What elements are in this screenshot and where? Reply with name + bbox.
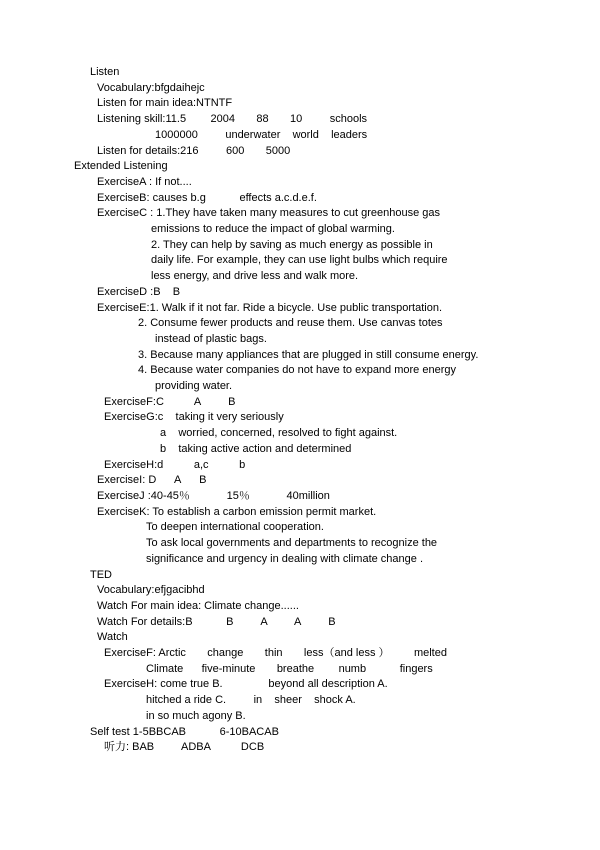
listen-details-line: Listen for details:216 600 5000 (97, 144, 291, 157)
exercise-e-item4-line: 4. Because water companies do not have to expand more energy (138, 364, 456, 377)
exercise-c-cont-line: emissions to reduce the impact of global warming. (151, 223, 395, 236)
exercise-d-line: ExerciseD :B B (97, 285, 181, 298)
exercise-e-line: ExerciseE:1. Walk if it not far. Ride a bicycle. Use public transportation. (97, 301, 443, 314)
exercise-g-item-b-line: b taking active action and determined (160, 442, 352, 455)
ted-exercise-f-line: ExerciseF: Arctic change thin less（and less ） melted (104, 647, 447, 660)
exercise-k-cont2-line: To deepen international cooperation. (146, 521, 324, 534)
ted-watch-line: Watch (97, 631, 128, 644)
exercise-e-item3-line: 3. Because many appliances that are plugged in still consume energy. (138, 348, 479, 361)
ted-details-line: Watch For details:B B A A B (97, 615, 336, 628)
exercise-h-line: ExerciseH:d a,c b (104, 458, 246, 471)
exercise-c-item2-cont-line: daily life. For example, they can use light bulbs which require (151, 254, 448, 267)
exercise-k-line: ExerciseK: To establish a carbon emission permit market. (97, 505, 377, 518)
section-extended-listening: Extended Listening (74, 160, 168, 173)
exercise-i-line: ExerciseI: D A B (97, 474, 207, 487)
ted-main-idea-line: Watch For main idea: Climate change...... (97, 599, 299, 612)
exercise-e-item4-cont-line: providing water. (155, 380, 233, 393)
exercise-g-line: ExerciseG:c taking it very seriously (104, 411, 284, 424)
exercise-c-item2-end-line: less energy, and drive less and walk more. (151, 270, 359, 283)
exercise-e-item2-cont-line: instead of plastic bags. (155, 332, 267, 345)
listening-skill-line: Listening skill:11.5 2004 88 10 schools (97, 113, 368, 126)
exercise-g-item-a-line: a worried, concerned, resolved to fight against. (160, 427, 398, 440)
listening-answers-line: 听力: BAB ADBA DCB (104, 741, 265, 754)
ted-exercise-h-cont3-line: in so much agony B. (146, 709, 246, 722)
exercise-a-line: ExerciseA : If not.... (97, 175, 192, 188)
exercise-c-line: ExerciseC : 1.They have taken many measures to cut greenhouse gas (97, 207, 441, 220)
exercise-b-line: ExerciseB: causes b.g effects a.c.d.e.f. (97, 191, 317, 204)
listening-skill-cont-line: 1000000 underwater world leaders (155, 128, 368, 141)
ted-vocabulary-line: Vocabulary:efjgacibhd (97, 584, 205, 597)
exercise-k-cont3-line: To ask local governments and departments to recognize the (146, 537, 438, 550)
self-test-line: Self test 1-5BBCAB 6-10BACAB (90, 725, 279, 738)
section-listen-header: Listen (90, 66, 120, 78)
exercise-f-line: ExerciseF:C A B (104, 395, 236, 408)
section-ted-header: TED (90, 568, 112, 581)
listen-vocabulary-line: Vocabulary:bfgdaihejc (97, 81, 205, 94)
listen-main-idea-line: Listen for main idea:NTNTF (97, 97, 233, 110)
ted-exercise-f-cont-line: Climate five-minute breathe numb fingers (146, 662, 433, 675)
exercise-k-cont4-line: significance and urgency in dealing with climate change . (146, 552, 423, 565)
exercise-e-item2-line: 2. Consume fewer products and reuse them. Use canvas totes (138, 317, 443, 330)
ted-exercise-h-line: ExerciseH: come true B. beyond all description A. (104, 678, 388, 691)
exercise-j-line: ExerciseJ :40-45％ 15％ 40million (97, 489, 330, 502)
ted-exercise-h-cont2-line: hitched a ride C. in sheer shock A. (146, 694, 356, 707)
exercise-c-item2-line: 2. They can help by saving as much energy as possible in (151, 238, 433, 251)
